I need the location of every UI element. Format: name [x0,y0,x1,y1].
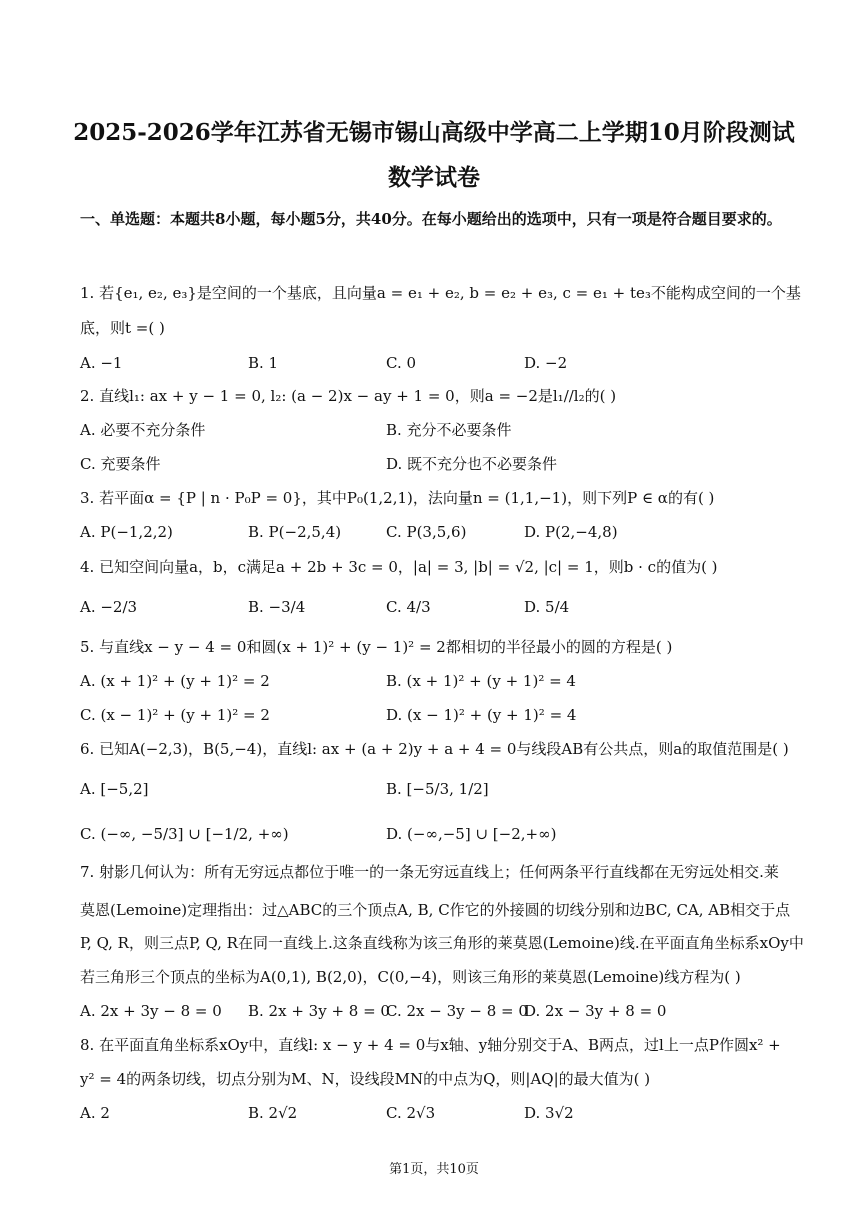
question-5-option-a: A. (x + 1)² + (y + 1)² = 2 [80,672,270,690]
question-6-option-d: D. (−∞,−5] ∪ [−2,+∞) [386,825,557,843]
question-4-line-1: 4. 已知空间向量a，b，c满足a + 2b + 3c = 0，|a| = 3, |b| = √2, |c| = 1，则b · c的值为( ) [80,558,718,576]
question-6-option-b: B. [−5/3, 1/2] [386,780,489,798]
question-8-option-b: B. 2√2 [248,1104,298,1122]
question-8-line-1: 8. 在平面直角坐标系xOy中，直线l: x − y + 4 = 0与x轴、y轴分别交于A、B两点，过l上一点P作圆x² + [80,1036,781,1054]
question-3-option-d: D. P(2,−4,8) [524,523,618,541]
question-6-option-a: A. [−5,2] [80,780,149,798]
question-3-option-a: A. P(−1,2,2) [80,523,173,541]
question-2-option-a: A. 必要不充分条件 [80,421,206,439]
question-1-line-1: 1. 若{e₁, e₂, e₃}是空间的一个基底，且向量a = e₁ + e₂, b = e₂ + e₃, c = e₁ + te₃不能构成空间的一个基 [80,284,801,302]
question-2-option-b: B. 充分不必要条件 [386,421,512,439]
question-7-option-a: A. 2x + 3y − 8 = 0 [80,1002,222,1020]
question-4-option-a: A. −2/3 [80,598,138,616]
question-5-option-b: B. (x + 1)² + (y + 1)² = 4 [386,672,576,690]
question-4-option-b: B. −3/4 [248,598,306,616]
question-4-option-d: D. 5/4 [524,598,570,616]
question-1-option-a: A. −1 [80,354,123,372]
question-5-option-c: C. (x − 1)² + (y + 1)² = 2 [80,706,270,724]
question-6-option-c: C. (−∞, −5/3] ∪ [−1/2, +∞) [80,825,289,843]
section-heading: 一、单选题：本题共8小题，每小题5分，共40分。在每小题给出的选项中，只有一项是符合题目要求的。 [80,210,782,228]
question-1-option-c: C. 0 [386,354,417,372]
question-7-option-c: C. 2x − 3y − 8 = 0 [386,1002,528,1020]
question-2-option-d: D. 既不充分也不必要条件 [386,455,558,473]
question-7-line-3: P, Q, R，则三点P, Q, R在同一直线上.这条直线称为该三角形的莱莫恩(Lemoine)线.在平面直角坐标系xOy中 [80,934,804,952]
question-5-option-d: D. (x − 1)² + (y + 1)² = 4 [386,706,577,724]
question-5-line-1: 5. 与直线x − y − 4 = 0和圆(x + 1)² + (y − 1)² = 2都相切的半径最小的圆的方程是( ) [80,638,673,656]
question-6-line-1: 6. 已知A(−2,3)，B(5,−4)，直线l: ax + (a + 2)y + a + 4 = 0与线段AB有公共点，则a的取值范围是( ) [80,740,789,758]
question-1-option-b: B. 1 [248,354,279,372]
question-7-option-d: D. 2x − 3y + 8 = 0 [524,1002,667,1020]
question-2-option-c: C. 充要条件 [80,455,161,473]
question-2-line-1: 2. 直线l₁: ax + y − 1 = 0, l₂: (a − 2)x − ay + 1 = 0，则a = −2是l₁//l₂的( ) [80,387,617,405]
question-7-line-2: 莫恩(Lemoine)定理指出：过△ABC的三个顶点A, B, C作它的外接圆的切线分别和边BC, CA, AB相交于点 [80,901,791,919]
question-3-line-1: 3. 若平面α = {P | n · P₀P = 0}，其中P₀(1,2,1)，法向量n = (1,1,−1)，则下列P ∈ α的有( ) [80,489,715,507]
question-1-line-2: 底，则t =( ) [80,319,165,337]
question-8-option-d: D. 3√2 [524,1104,574,1122]
question-4-option-c: C. 4/3 [386,598,431,616]
exam-subtitle: 数学试卷 [388,164,480,191]
exam-title: 2025-2026学年江苏省无锡市锡山高级中学高二上学期10月阶段测试 [73,119,795,146]
question-7-line-1: 7. 射影几何认为：所有无穷远点都位于唯一的一条无穷远直线上；任何两条平行直线都在无穷远处相交.莱 [80,863,779,881]
question-7-option-b: B. 2x + 3y + 8 = 0 [248,1002,390,1020]
question-7-line-4: 若三角形三个顶点的坐标为A(0,1), B(2,0)，C(0,−4)，则该三角形的莱莫恩(Lemoine)线方程为( ) [80,968,741,986]
question-8-line-2: y² = 4的两条切线，切点分别为M、N，设线段MN的中点为Q，则|AQ|的最大值为( ) [80,1070,651,1088]
question-8-option-a: A. 2 [80,1104,110,1122]
question-1-option-d: D. −2 [524,354,568,372]
page-footer: 第1页，共10页 [389,1162,479,1177]
question-3-option-b: B. P(−2,5,4) [248,523,342,541]
question-8-option-c: C. 2√3 [386,1104,436,1122]
question-3-option-c: C. P(3,5,6) [386,523,467,541]
